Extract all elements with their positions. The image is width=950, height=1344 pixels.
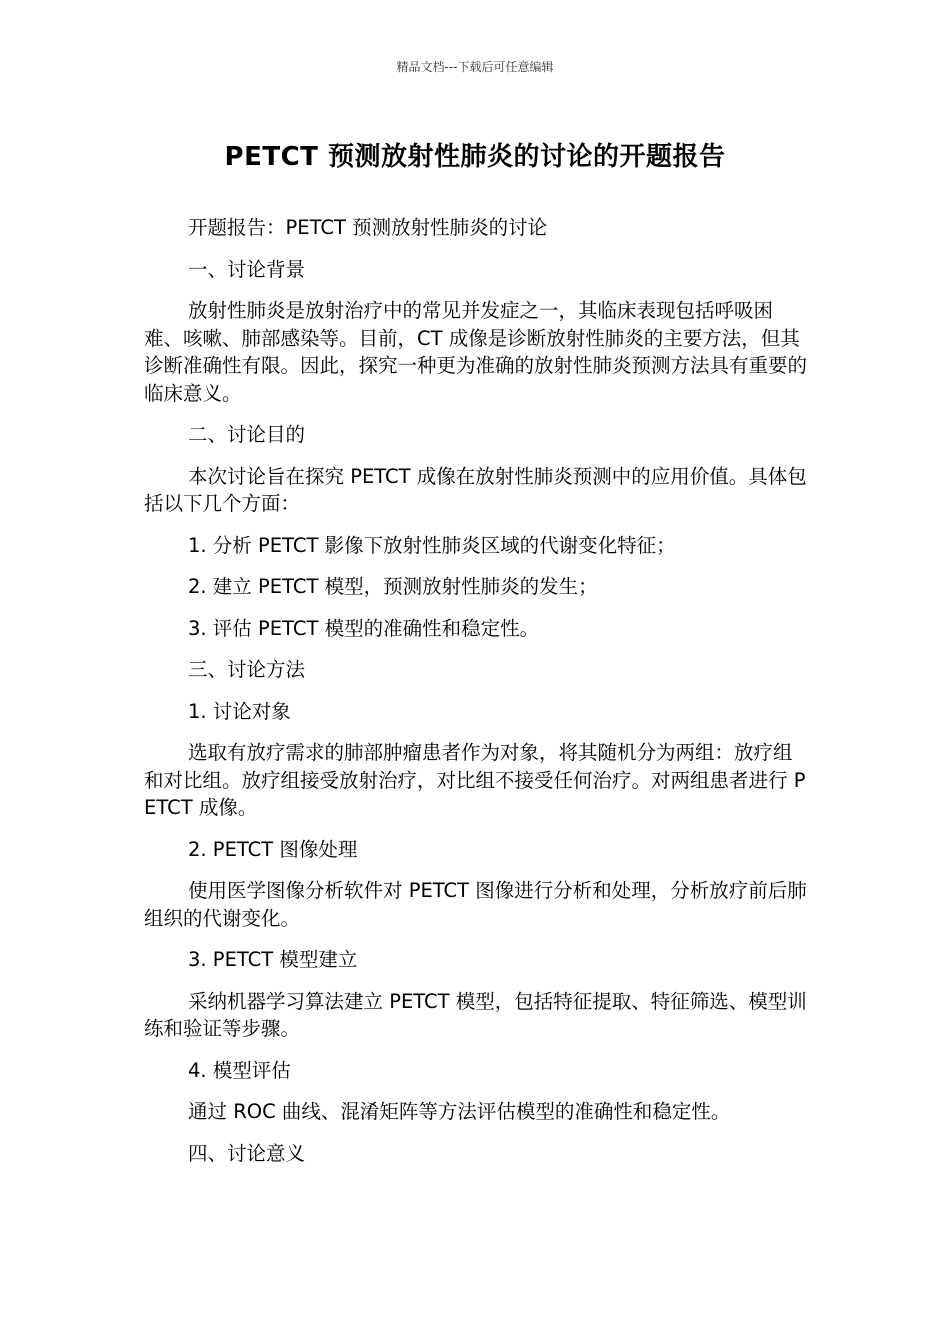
header-note: 精品文档---下载后可任意编辑 [396, 60, 554, 74]
paragraph-image-processing: 使用医学图像分析软件对 PETCT 图像进行分析和处理，分析放疗前后肺组织的代谢变化。 [144, 879, 807, 930]
subheading-image-processing: 2. PETCT 图像处理 [188, 837, 358, 861]
paragraph-subjects: 选取有放疗需求的肺部肿瘤患者作为对象，将其随机分为两组：放疗组和对比组。放疗组接受放射治疗，对比组不接受任何治疗。对两组患者进行 PETCT 成像。 [144, 741, 806, 819]
paragraph-background: 放射性肺炎是放射治疗中的常见并发症之一，其临床表现包括呼吸困难、咳嗽、肺部感染等。目前，CT 成像是诊断放射性肺炎的主要方法，但其诊断准确性有限。因此，探究一种更为准确的放射性肺炎预测方法具有重要的临床意义。 [144, 299, 808, 405]
paragraph-model-building: 采纳机器学习算法建立 PETCT 模型，包括特征提取、特征筛选、模型训练和验证等步骤。 [144, 989, 807, 1040]
section-heading-significance: 四、讨论意义 [188, 1141, 306, 1165]
section-heading-purpose: 二、讨论目的 [188, 423, 306, 446]
list-item-purpose-1: 1. 分析 PETCT 影像下放射性肺炎区域的代谢变化特征； [188, 533, 676, 557]
list-item-purpose-3: 3. 评估 PETCT 模型的准确性和稳定性。 [188, 616, 540, 640]
subheading-model-evaluation: 4. 模型评估 [188, 1058, 291, 1082]
paragraph-model-evaluation: 通过 ROC 曲线、混淆矩阵等方法评估模型的准确性和稳定性。 [188, 1100, 731, 1123]
document-title: PETCT 预测放射性肺炎的讨论的开题报告 [224, 142, 726, 172]
section-heading-methods: 三、讨论方法 [188, 658, 306, 681]
subheading-model-building: 3. PETCT 模型建立 [188, 948, 358, 971]
section-heading-background: 一、讨论背景 [188, 257, 306, 281]
paragraph-purpose: 本次讨论旨在探究 PETCT 成像在放射性肺炎预测中的应用价值。具体包括以下几个方面： [144, 464, 807, 515]
subheading-subjects: 1. 讨论对象 [188, 699, 291, 723]
list-item-purpose-2: 2. 建立 PETCT 模型，预测放射性肺炎的发生； [188, 575, 598, 598]
report-intro-line: 开题报告：PETCT 预测放射性肺炎的讨论 [188, 216, 548, 239]
document-body [144, 214, 808, 1167]
